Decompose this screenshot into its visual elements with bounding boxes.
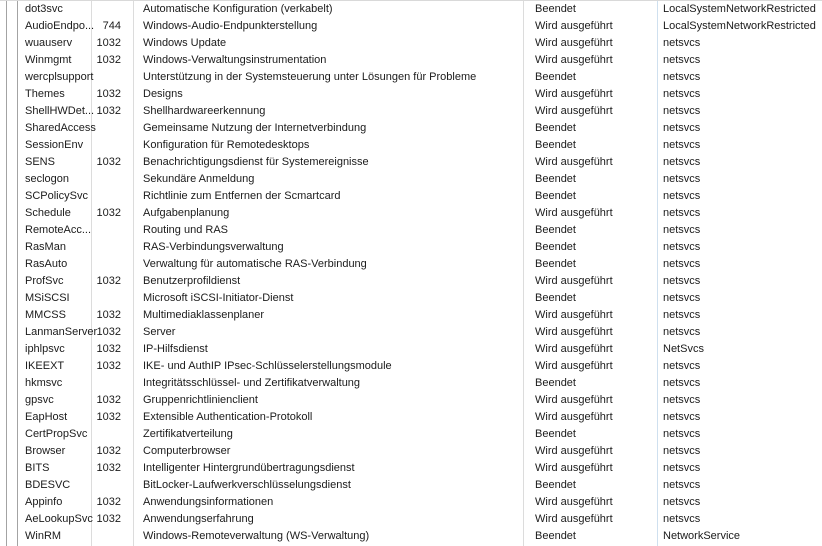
service-pid-cell: 1032	[96, 309, 121, 321]
service-name-cell: wuauserv	[25, 37, 73, 49]
table-row[interactable]	[19, 18, 822, 35]
service-pid-cell	[91, 188, 133, 205]
table-row[interactable]	[19, 409, 822, 426]
service-name-cell: EapHost	[25, 411, 68, 423]
service-status-cell: Wird ausgeführt	[535, 20, 613, 32]
service-group-cell: netsvcs	[663, 139, 701, 151]
service-pid-cell	[91, 528, 133, 545]
service-description-cell: Windows Update	[143, 37, 227, 49]
service-group-cell: netsvcs	[663, 326, 701, 338]
service-group-cell: netsvcs	[663, 513, 701, 525]
service-description-cell: Routing und RAS	[143, 224, 228, 236]
service-pid-cell: 1032	[96, 156, 121, 168]
service-pid-cell: 1032	[96, 54, 121, 66]
service-description-cell: Windows-Remoteverwaltung (WS-Verwaltung)	[143, 530, 370, 542]
service-description-cell: Richtlinie zum Entfernen der Scmartcard	[143, 190, 341, 202]
service-description-cell: BitLocker-Laufwerkverschlüsselungsdienst	[143, 479, 351, 491]
table-row[interactable]	[19, 324, 822, 341]
service-group-cell: LocalSystemNetworkRestricted	[663, 20, 816, 32]
service-pid-cell	[91, 171, 133, 188]
service-name-cell: SCPolicySvc	[25, 190, 88, 202]
service-group-cell: netsvcs	[663, 258, 701, 270]
table-row[interactable]	[19, 528, 822, 545]
service-status-cell: Beendet	[535, 3, 576, 15]
table-row[interactable]	[19, 358, 822, 375]
service-description-cell: Unterstützung in der Systemsteuerung unter Lösungen für Probleme	[143, 71, 477, 83]
table-row[interactable]	[19, 1, 822, 18]
service-status-cell: Beendet	[535, 258, 576, 270]
service-group-cell: netsvcs	[663, 445, 701, 457]
service-pid-cell: 1032	[96, 207, 121, 219]
service-group-cell: netsvcs	[663, 190, 701, 202]
service-description-cell: Windows-Audio-Endpunkterstellung	[143, 20, 318, 32]
table-row[interactable]	[19, 426, 822, 443]
table-row[interactable]	[19, 290, 822, 307]
service-pid-cell	[91, 137, 133, 154]
service-pid-cell: 1032	[96, 513, 121, 525]
service-group-cell: netsvcs	[663, 224, 701, 236]
service-status-cell: Wird ausgeführt	[535, 309, 613, 321]
service-group-cell: netsvcs	[663, 309, 701, 321]
service-description-cell: Gemeinsame Nutzung der Internetverbindung	[143, 122, 367, 134]
table-row[interactable]	[19, 443, 822, 460]
service-status-cell: Wird ausgeführt	[535, 105, 613, 117]
service-group-cell: netsvcs	[663, 479, 701, 491]
service-status-cell: Wird ausgeführt	[535, 54, 613, 66]
table-row[interactable]	[19, 375, 822, 392]
service-description-cell: Integritätsschlüssel- und Zertifikatverwaltung	[143, 377, 361, 389]
service-group-cell: netsvcs	[663, 156, 701, 168]
service-name-cell: AudioEndpo...	[25, 20, 95, 32]
service-name-cell: IKEEXT	[25, 360, 65, 372]
service-description-cell: Automatische Konfiguration (verkabelt)	[143, 3, 333, 15]
service-description-cell: Designs	[143, 88, 183, 100]
service-description-cell: Multimediaklassenplaner	[143, 309, 265, 321]
service-status-cell: Wird ausgeführt	[535, 513, 613, 525]
service-pid-cell	[91, 290, 133, 307]
service-name-cell: Themes	[25, 88, 65, 100]
service-name-cell: ShellHWDet...	[25, 105, 95, 117]
table-row[interactable]	[19, 35, 822, 52]
service-group-cell: netsvcs	[663, 462, 701, 474]
service-group-cell: NetworkService	[663, 530, 741, 542]
table-row[interactable]	[19, 120, 822, 137]
service-group-cell: netsvcs	[663, 37, 701, 49]
service-name-cell: ProfSvc	[25, 275, 64, 287]
service-name-cell: AeLookupSvc	[25, 513, 93, 525]
table-row[interactable]	[19, 222, 822, 239]
service-description-cell: Anwendungserfahrung	[143, 513, 254, 525]
service-status-cell: Beendet	[535, 530, 576, 542]
service-description-cell: Konfiguration für Remotedesktops	[143, 139, 310, 151]
service-pid-cell	[91, 256, 133, 273]
table-row[interactable]	[19, 307, 822, 324]
service-group-cell: netsvcs	[663, 241, 701, 253]
service-group-cell: netsvcs	[663, 428, 701, 440]
table-row[interactable]	[19, 273, 822, 290]
service-group-cell: netsvcs	[663, 88, 701, 100]
table-row[interactable]	[19, 511, 822, 528]
service-group-cell: netsvcs	[663, 173, 701, 185]
service-description-cell: Computerbrowser	[143, 445, 231, 457]
table-row[interactable]	[19, 494, 822, 511]
service-name-cell: RemoteAcc...	[25, 224, 92, 236]
service-pid-cell: 1032	[96, 88, 121, 100]
panel-border-line-left	[6, 1, 7, 546]
service-group-cell: netsvcs	[663, 275, 701, 287]
service-status-cell: Beendet	[535, 292, 576, 304]
service-status-cell: Beendet	[535, 190, 576, 202]
service-name-cell: gpsvc	[25, 394, 54, 406]
service-status-cell: Wird ausgeführt	[535, 411, 613, 423]
service-status-cell: Wird ausgeführt	[535, 496, 613, 508]
service-status-cell: Beendet	[535, 173, 576, 185]
service-name-cell: MSiSCSI	[25, 292, 70, 304]
table-row[interactable]	[19, 205, 822, 222]
table-row[interactable]	[19, 52, 822, 69]
service-status-cell: Beendet	[535, 241, 576, 253]
service-status-cell: Wird ausgeführt	[535, 37, 613, 49]
service-status-cell: Wird ausgeführt	[535, 88, 613, 100]
service-group-cell: netsvcs	[663, 360, 701, 372]
table-row[interactable]	[19, 154, 822, 171]
service-group-cell: netsvcs	[663, 377, 701, 389]
service-pid-cell: 1032	[96, 275, 121, 287]
service-description-cell: IKE- und AuthIP IPsec-Schlüsselerstellungsmodule	[143, 360, 392, 372]
service-name-cell: seclogon	[25, 173, 70, 185]
service-pid-cell	[91, 69, 133, 86]
service-description-cell: Verwaltung für automatische RAS-Verbindung	[143, 258, 367, 270]
service-group-cell: netsvcs	[663, 394, 701, 406]
service-pid-cell: 1032	[96, 394, 121, 406]
service-pid-cell: 1032	[96, 462, 121, 474]
service-name-cell: MMCSS	[25, 309, 66, 321]
service-status-cell: Beendet	[535, 428, 576, 440]
service-name-cell: CertPropSvc	[25, 428, 88, 440]
service-name-cell: RasMan	[25, 241, 66, 253]
service-description-cell: Benutzerprofildienst	[143, 275, 241, 287]
service-status-cell: Wird ausgeführt	[535, 343, 613, 355]
service-name-cell: Appinfo	[25, 496, 63, 508]
service-group-cell: netsvcs	[663, 105, 701, 117]
service-name-cell: hkmsvc	[25, 377, 63, 389]
service-description-cell: Sekundäre Anmeldung	[143, 173, 255, 185]
service-name-cell: SENS	[25, 156, 55, 168]
service-status-cell: Wird ausgeführt	[535, 360, 613, 372]
service-description-cell: Extensible Authentication-Protokoll	[143, 411, 313, 423]
table-row[interactable]	[19, 477, 822, 494]
service-pid-cell: 1032	[96, 326, 121, 338]
service-pid-cell	[91, 375, 133, 392]
service-name-cell: BDESVC	[25, 479, 71, 491]
table-row[interactable]	[19, 392, 822, 409]
service-group-cell: NetSvcs	[663, 343, 704, 355]
service-pid-cell	[91, 426, 133, 443]
service-pid-cell	[91, 222, 133, 239]
service-description-cell: Shellhardwareerkennung	[143, 105, 266, 117]
service-pid-cell: 1032	[96, 445, 121, 457]
service-group-cell: netsvcs	[663, 411, 701, 423]
list-border-line	[17, 1, 18, 546]
table-row[interactable]	[19, 460, 822, 477]
service-status-cell: Wird ausgeführt	[535, 462, 613, 474]
service-group-cell: netsvcs	[663, 496, 701, 508]
services-table	[19, 1, 822, 545]
table-row[interactable]	[19, 137, 822, 154]
service-name-cell: LanmanServer	[25, 326, 98, 338]
service-status-cell: Wird ausgeführt	[535, 275, 613, 287]
service-pid-cell: 1032	[96, 37, 121, 49]
service-pid-cell	[91, 239, 133, 256]
service-name-cell: wercplsupport	[25, 71, 94, 83]
service-description-cell: Anwendungsinformationen	[143, 496, 274, 508]
service-description-cell: Zertifikatverteilung	[143, 428, 233, 440]
table-row[interactable]	[19, 69, 822, 86]
service-name-cell: dot3svc	[25, 3, 63, 15]
service-name-cell: WinRM	[25, 530, 62, 542]
table-row[interactable]	[19, 239, 822, 256]
service-pid-cell: 744	[102, 20, 121, 32]
service-name-cell: SessionEnv	[25, 139, 84, 151]
service-description-cell: Aufgabenplanung	[143, 207, 230, 219]
table-row[interactable]	[19, 256, 822, 273]
service-name-cell: Schedule	[25, 207, 71, 219]
service-pid-cell	[91, 1, 133, 18]
service-description-cell: Gruppenrichtlinienclient	[143, 394, 258, 406]
table-row[interactable]	[19, 341, 822, 358]
service-description-cell: Benachrichtigungsdienst für Systemereignisse	[143, 156, 369, 168]
service-status-cell: Beendet	[535, 122, 576, 134]
table-row[interactable]	[19, 188, 822, 205]
service-status-cell: Wird ausgeführt	[535, 394, 613, 406]
service-name-cell: RasAuto	[25, 258, 68, 270]
service-group-cell: netsvcs	[663, 122, 701, 134]
service-pid-cell: 1032	[96, 496, 121, 508]
service-status-cell: Beendet	[535, 224, 576, 236]
service-status-cell: Wird ausgeführt	[535, 326, 613, 338]
service-status-cell: Beendet	[535, 139, 576, 151]
service-pid-cell	[91, 120, 133, 137]
service-name-cell: Winmgmt	[25, 54, 72, 66]
service-group-cell: netsvcs	[663, 207, 701, 219]
service-name-cell: Browser	[25, 445, 66, 457]
service-status-cell: Beendet	[535, 71, 576, 83]
service-status-cell: Beendet	[535, 479, 576, 491]
service-pid-cell: 1032	[96, 105, 121, 117]
service-pid-cell: 1032	[96, 343, 121, 355]
service-group-cell: netsvcs	[663, 54, 701, 66]
service-description-cell: Intelligenter Hintergrundübertragungsdienst	[143, 462, 355, 474]
service-status-cell: Wird ausgeführt	[535, 156, 613, 168]
service-pid-cell: 1032	[96, 411, 121, 423]
service-name-cell: BITS	[25, 462, 50, 474]
service-description-cell: Microsoft iSCSI-Initiator-Dienst	[143, 292, 294, 304]
service-status-cell: Beendet	[535, 377, 576, 389]
service-status-cell: Wird ausgeführt	[535, 207, 613, 219]
table-row[interactable]	[19, 171, 822, 188]
table-row[interactable]	[19, 86, 822, 103]
service-group-cell: LocalSystemNetworkRestricted	[663, 3, 816, 15]
service-name-cell: SharedAccess	[25, 122, 96, 134]
service-description-cell: Server	[143, 326, 176, 338]
service-pid-cell: 1032	[96, 360, 121, 372]
service-pid-cell	[91, 477, 133, 494]
service-status-cell: Wird ausgeführt	[535, 445, 613, 457]
service-group-cell: netsvcs	[663, 71, 701, 83]
table-row[interactable]	[19, 103, 822, 120]
service-name-cell: iphlpsvc	[25, 343, 65, 355]
service-description-cell: IP-Hilfsdienst	[143, 343, 208, 355]
service-description-cell: RAS-Verbindungsverwaltung	[143, 241, 284, 253]
service-description-cell: Windows-Verwaltungsinstrumentation	[143, 54, 327, 66]
service-group-cell: netsvcs	[663, 292, 701, 304]
